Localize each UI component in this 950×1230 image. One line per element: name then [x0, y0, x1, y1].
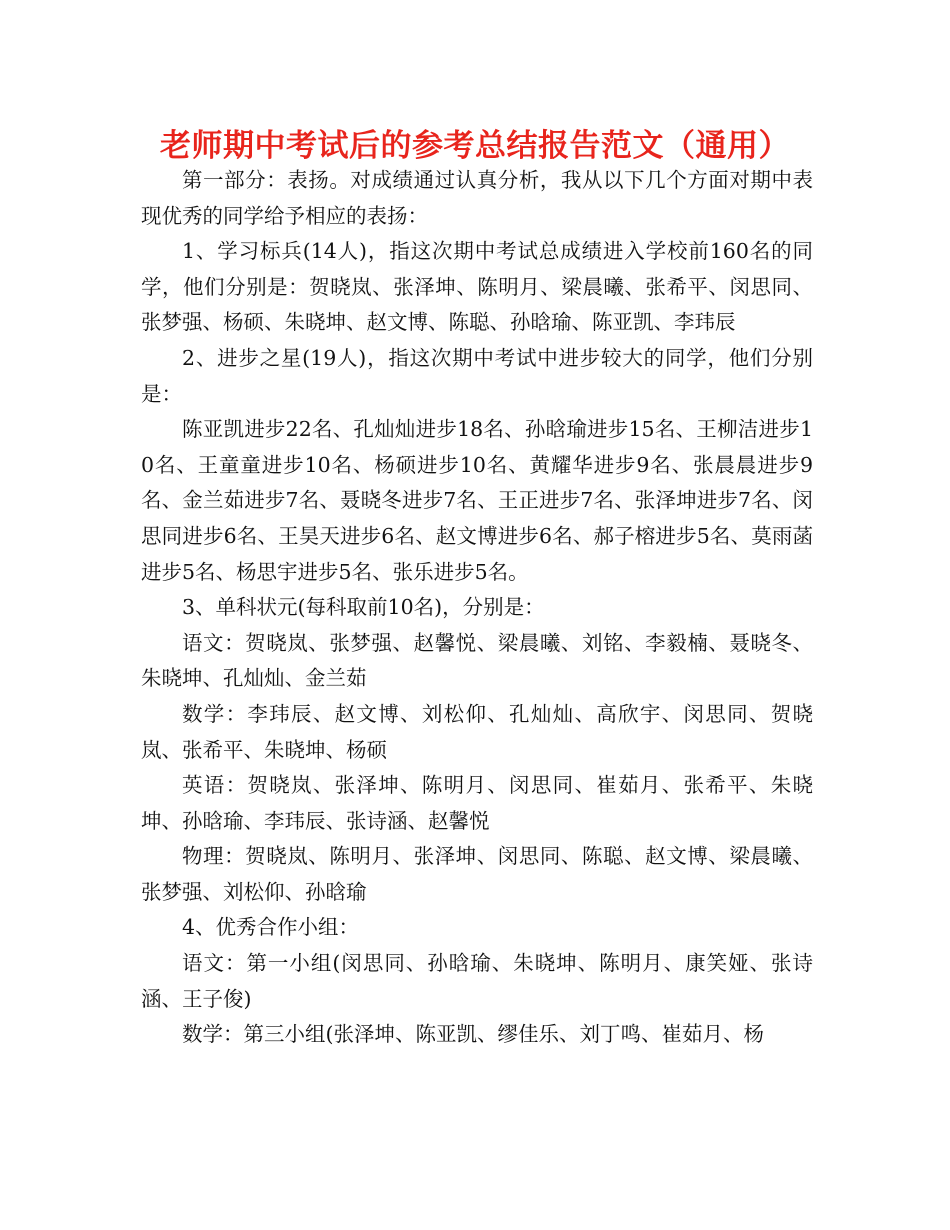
paragraph-praise-intro: 第一部分：表扬。对成绩通过认真分析，我从以下几个方面对期中表现优秀的同学给予相应的表扬：	[141, 168, 813, 228]
document-title: 老师期中考试后的参考总结报告范文（通用）	[160, 128, 790, 164]
paragraph-english-champions: 英语：贺晓岚、张泽坤、陈明月、闵思同、崔茹月、张希平、朱晓坤、孙晗瑜、李玮辰、张诗涵、赵馨悦	[141, 773, 813, 833]
paragraph-progress-star-list: 陈亚凯进步22名、孔灿灿进步18名、孙晗瑜进步15名、王柳洁进步10名、王童童进步10名、杨硕进步10名、黄耀华进步9名、张晨晨进步9名、金兰茹进步7名、聂晓冬进步7名、王正进步7名、张泽坤进步7名、闵思同进步6名、王昊天进步6名、赵文博进步6名、郝子榕进步5名、莫雨菡进步5名、杨思宇进步5名、张乐进步5名。	[141, 417, 813, 584]
paragraph-math-champions: 数学：李玮辰、赵文博、刘松仰、孔灿灿、高欣宇、闵思同、贺晓岚、张希平、朱晓坤、杨硕	[141, 701, 813, 762]
paragraph-study-model: 1、学习标兵(14人)，指这次期中考试总成绩进入学校前160名的同学，他们分别是：贺晓岚、张泽坤、陈明月、梁晨曦、张希平、闵思同、张梦强、杨硕、朱晓坤、赵文博、陈聪、孙晗瑜、陈亚凯、李玮辰	[141, 239, 813, 335]
paragraph-cooperation-group-intro: 4、优秀合作小组：	[182, 915, 360, 940]
paragraph-progress-star-intro: 2、进步之星(19人)，指这次期中考试中进步较大的同学，他们分别是：	[141, 345, 813, 406]
paragraph-math-group: 数学：第三小组(张泽坤、陈亚凯、缪佳乐、刘丁鸣、崔茹月、杨	[182, 1022, 764, 1047]
paragraph-physics-champions: 物理：贺晓岚、陈明月、张泽坤、闵思同、陈聪、赵文博、梁晨曦、张梦强、刘松仰、孙晗瑜	[141, 844, 813, 904]
paragraph-chinese-group: 语文：第一小组(闵思同、孙晗瑜、朱晓坤、陈明月、康笑娅、张诗涵、王子俊)	[141, 951, 813, 1011]
document-body	[141, 163, 813, 1053]
paragraph-chinese-champions: 语文：贺晓岚、张梦强、赵馨悦、梁晨曦、刘铭、李毅楠、聂晓冬、朱晓坤、孔灿灿、金兰茹	[141, 630, 813, 691]
paragraph-subject-champion-intro: 3、单科状元(每科取前10名)，分别是：	[182, 595, 545, 620]
